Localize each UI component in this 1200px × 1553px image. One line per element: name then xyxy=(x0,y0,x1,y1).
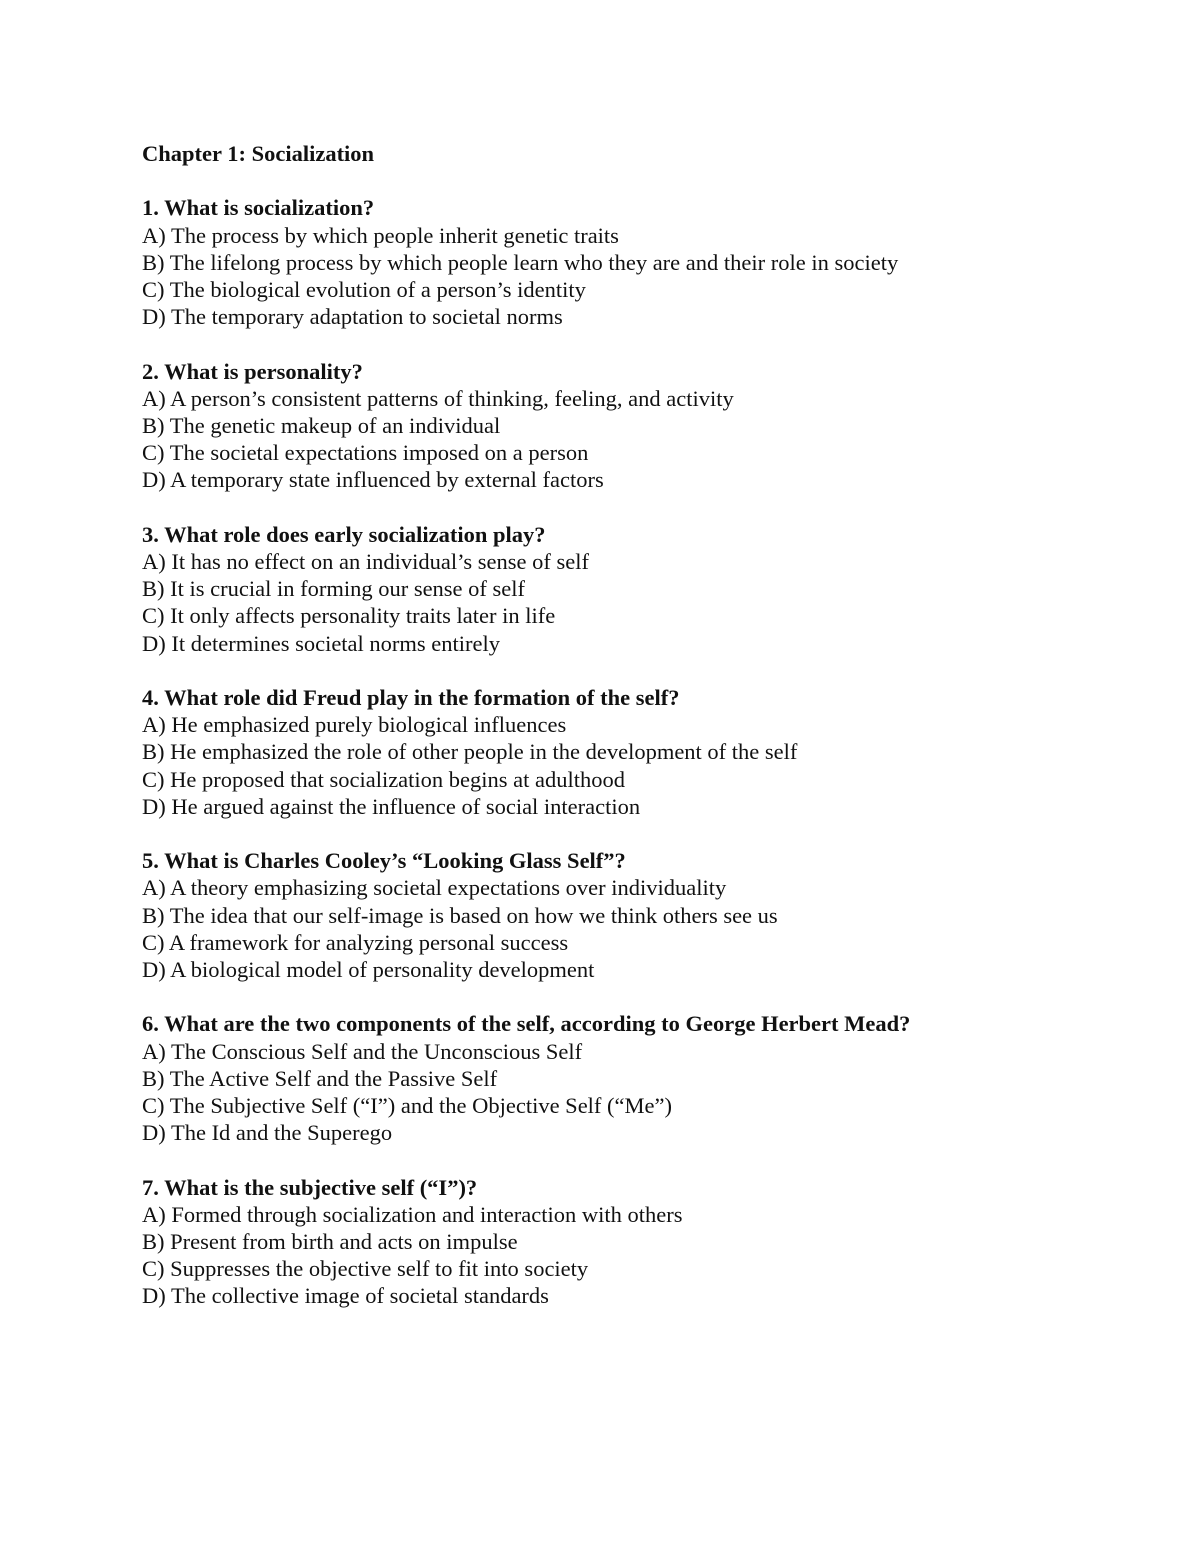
option-c: C) A framework for analyzing personal success xyxy=(142,929,569,955)
option-c: C) The societal expectations imposed on a person xyxy=(142,440,589,466)
question-3 xyxy=(142,521,1142,657)
option-a: A) A theory emphasizing societal expectations over individuality xyxy=(142,875,727,901)
option-c: C) The Subjective Self (“I”) and the Objective Self (“Me”) xyxy=(142,1093,673,1119)
question-5 xyxy=(142,847,1142,983)
option-c: C) The biological evolution of a person’s identity xyxy=(142,277,586,302)
option-a: A) The Conscious Self and the Unconscious Self xyxy=(142,1038,583,1064)
question-text: 5. What is Charles Cooley’s “Looking Glass Self”? xyxy=(142,848,626,874)
document-content xyxy=(142,140,1142,1337)
question-text: 6. What are the two components of the self, according to George Herbert Mead? xyxy=(142,1011,911,1037)
option-d: D) It determines societal norms entirely xyxy=(142,630,501,656)
option-b: B) The idea that our self-image is based on how we think others see us xyxy=(142,902,778,928)
option-d: D) A biological model of personality development xyxy=(142,957,595,983)
question-6 xyxy=(142,1010,1142,1146)
question-text: 7. What is the subjective self (“I”)? xyxy=(142,1174,478,1200)
question-text: 3. What role does early socialization play? xyxy=(142,521,546,547)
question-4 xyxy=(142,684,1142,820)
option-d: D) The Id and the Superego xyxy=(142,1120,393,1146)
option-b: B) The Active Self and the Passive Self xyxy=(142,1065,498,1091)
option-d: D) A temporary state influenced by external factors xyxy=(142,467,604,493)
option-b: B) Present from birth and acts on impulse xyxy=(142,1229,518,1255)
question-text: 4. What role did Freud play in the formation of the self? xyxy=(142,685,680,710)
chapter-title: Chapter 1: Socialization xyxy=(142,141,375,166)
option-b: B) The lifelong process by which people learn who they are and their role in society xyxy=(142,249,899,275)
question-7 xyxy=(142,1174,1142,1310)
question-text: 2. What is personality? xyxy=(142,358,363,384)
option-a: A) The process by which people inherit genetic traits xyxy=(142,222,619,248)
option-c: C) Suppresses the objective self to fit into society xyxy=(142,1256,589,1282)
option-a: A) It has no effect on an individual’s sense of self xyxy=(142,549,589,574)
option-a: A) Formed through socialization and interaction with others xyxy=(142,1201,683,1227)
option-a: A) A person’s consistent patterns of thinking, feeling, and activity xyxy=(142,385,734,411)
option-c: C) He proposed that socialization begins at adulthood xyxy=(142,766,626,792)
option-b: B) It is crucial in forming our sense of self xyxy=(142,576,526,602)
option-d: D) The collective image of societal standards xyxy=(142,1283,549,1309)
option-a: A) He emphasized purely biological influences xyxy=(142,712,567,738)
option-d: D) He argued against the influence of social interaction xyxy=(142,793,641,819)
question-text: 1. What is socialization? xyxy=(142,195,375,221)
question-2 xyxy=(142,358,1142,494)
option-c: C) It only affects personality traits later in life xyxy=(142,603,556,629)
option-b: B) The genetic makeup of an individual xyxy=(142,413,501,438)
option-b: B) He emphasized the role of other people in the development of the self xyxy=(142,739,798,765)
question-1 xyxy=(142,194,1142,330)
option-d: D) The temporary adaptation to societal norms xyxy=(142,304,563,330)
